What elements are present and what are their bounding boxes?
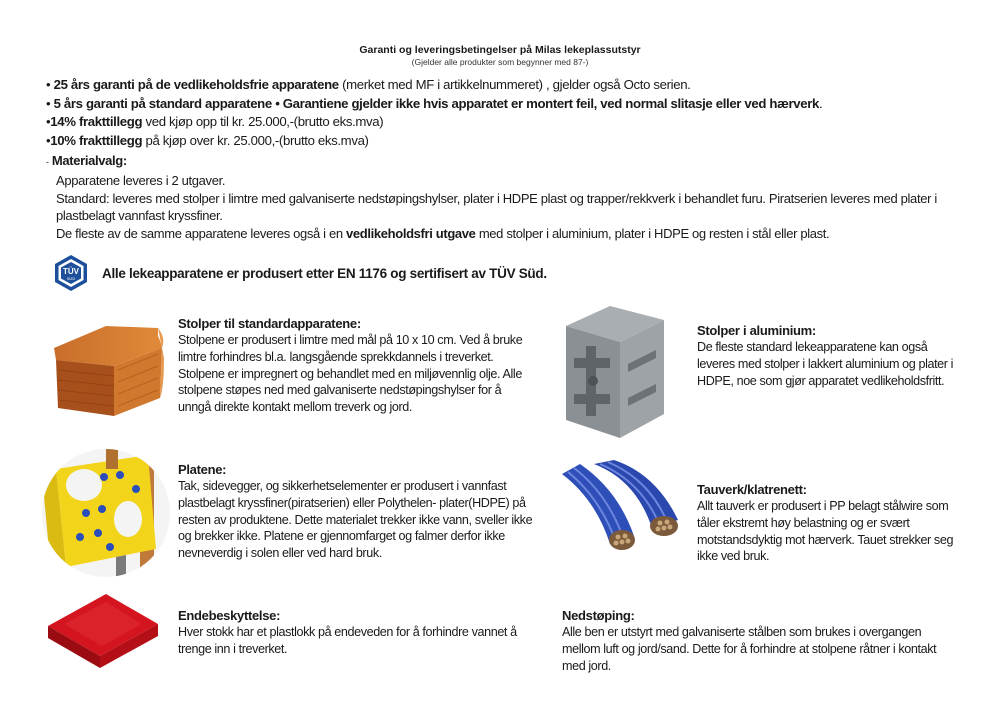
tuv-logo-text: TÜV (63, 267, 79, 276)
section-foundation (562, 608, 962, 674)
end-cap-image (44, 590, 162, 672)
page-subtitle: (Gjelder alle produkter som begynner med 87-) (411, 57, 589, 67)
rope-image (556, 460, 684, 558)
section-title: Stolper i aluminium: (697, 323, 816, 338)
section-title: Nedstøping: (562, 608, 635, 623)
section-title: Tauverk/klatrenett: (697, 482, 807, 497)
tuv-logo-icon (52, 254, 90, 292)
term-item: •14% frakttillegg ved kjøp opp til kr. 25.000,-(brutto eks.mva) (46, 114, 384, 130)
page-title: Garanti og leveringsbetingelser på Milas lekeplassutstyr (359, 44, 641, 56)
section-title: Platene: (178, 462, 227, 477)
section-body: Tak, sidevegger, og sikkerhetselementer er produsert i vannfast plastbelagt kryssfiner(piratserien) eller Polythelen- plater(HDPE) på resten av produktene. Dette materialet trekker ikke vann, sveller ikke og brekker ikke. Platene er gjennomfarget og falmer derfor ikke nevneverdig i solen eller ved hard bruk. (178, 479, 533, 561)
material-heading: Materialvalg: (51, 153, 127, 168)
section-title: Stolper til standardapparatene: (178, 316, 361, 331)
section-body: De fleste standard lekeapparatene kan også leveres med stolper i lakkert aluminium og plater i HDPE, noe som gjør apparatet vedlikeholdsfritt. (697, 340, 954, 388)
terms-list (46, 76, 966, 150)
section-rope (697, 482, 962, 565)
section-aluminium-posts (697, 323, 962, 389)
tuv-logo-subtext: SÜD (66, 276, 76, 281)
aluminium-post-image (560, 302, 682, 440)
material-line: Apparatene leveres i 2 utgaver. (56, 172, 226, 188)
term-item: • 25 års garanti på de vedlikeholdsfrie apparatene (merket med MF i artikkelnummeret) , gjelder også Octo serien. (46, 77, 691, 92)
section-body: Stolpene er produsert i limtre med mål på 10 x 10 cm. Ved å bruke limtre forhindres bl.a. langsgående sprekkdannels i treverket. Stolpene er impregnert og behandlet med en miljøvennlig olje. Alle stolpene støpes ned med galvaniserte nedstøpingshylser for å unngå direkte kontakt mellom treverk og jord. (178, 333, 523, 415)
wood-post-image (46, 318, 170, 420)
section-body: Allt tauverk er produsert i PP belagt stålwire som tåler ekstremt høy belastning og er svært motstandsdyktig mot hærverk. Tauet strekker seg ikke ved bruk. (697, 499, 954, 564)
section-title: Endebeskyttelse: (178, 608, 281, 623)
section-body: Alle ben er utstyrt med galvaniserte stålben som brukes i overgangen mellom luft og jord/sand. Dette for å forhindre at stolpene råtner i kontakt med jord. (562, 625, 937, 673)
section-end-cap (178, 608, 538, 658)
certification-row (52, 255, 547, 291)
section-body: Hver stokk har et plastlokk på endeveden for å forhindre vannet å trenge inn i treverket. (178, 625, 517, 656)
material-line: Standard: leveres med stolper i limtre med galvaniserte nedstøpingshylser, plater i HDPE plast og trapper/rekkverk i behandlet furu. Piratserien leveres med plater i plastbelagt vannfast kryssfiner. (56, 190, 937, 224)
term-item: • 5 års garanti på standard apparatene • Garantiene gjelder ikke hvis apparatet er montert feil, ved normal slitasje eller ved hærverk. (46, 95, 823, 111)
term-item: •10% frakttillegg på kjøp over kr. 25.000,-(brutto eks.mva) (46, 132, 369, 148)
material-line: De fleste av de samme apparatene leveres også i en vedlikeholdsfri utgave med stolper i aluminium, plater i HDPE og resten i stål eller plast. (56, 226, 830, 242)
panels-image (36, 449, 172, 577)
section-wood-posts (178, 316, 523, 416)
certification-text: Alle lekeapparatene er produsert etter EN 1176 og sertifisert av TÜV Süd. (102, 265, 547, 281)
material-section: - Materialvalg: Apparatene leveres i 2 utgaver. Standard: leveres med stolper i limtre med galvaniserte nedstøpingshylser, plater i HDPE plast og trapper/rekkverk i behandlet furu. Piratserien leveres med plater i plastbelagt vannfast kryssfiner. De fleste av de samme apparatene leveres også i en vedlikeholdsfri utgave med stolper i aluminium, plater i HDPE og resten i stål eller plast. (46, 152, 966, 243)
section-panels (178, 462, 538, 562)
